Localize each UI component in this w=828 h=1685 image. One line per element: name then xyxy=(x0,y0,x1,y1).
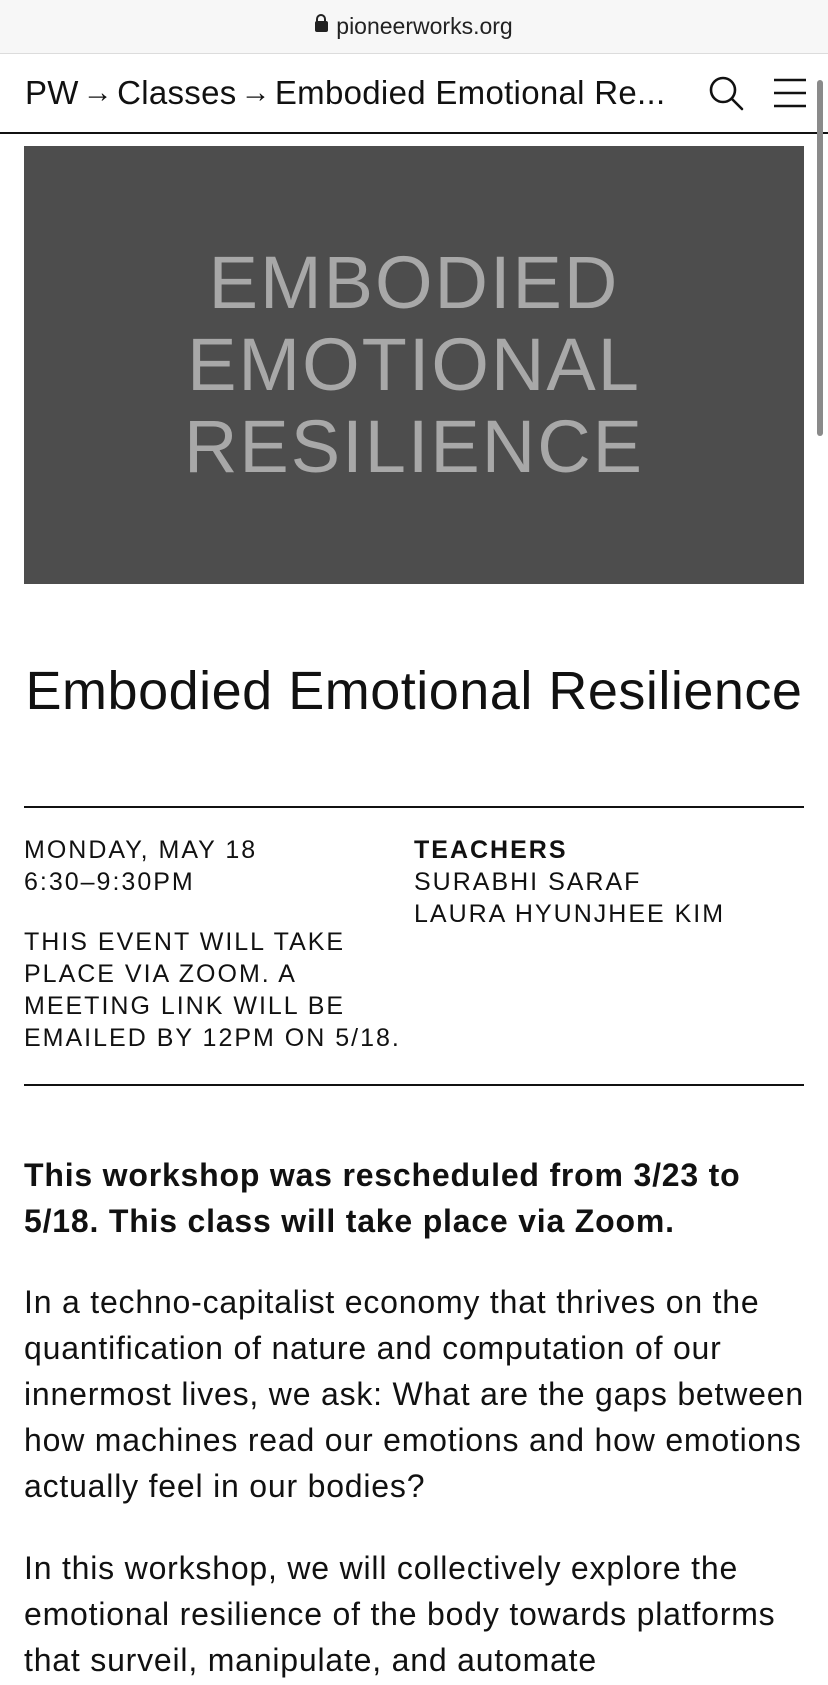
teacher-name[interactable]: SURABHI SARAF xyxy=(414,868,642,896)
hero-text-line: RESILIENCE xyxy=(183,405,645,488)
breadcrumb-current: Embodied Emotional Re... xyxy=(274,74,666,111)
url-display[interactable] xyxy=(315,13,512,40)
site-header xyxy=(0,54,828,134)
divider xyxy=(24,1084,804,1086)
hero-text-line: EMBODIED xyxy=(208,241,620,324)
breadcrumb xyxy=(25,54,665,132)
description-paragraph: In this workshop, we will collectively explore the emotional resilience of the body towards platforms that surveil, manipulate, and automate xyxy=(24,1550,776,1678)
reschedule-notice: This workshop was rescheduled from 3/23 to 5/18. This class will take place via Zoom. xyxy=(24,1157,741,1239)
scrollbar[interactable] xyxy=(817,80,823,436)
browser-address-bar[interactable] xyxy=(0,0,828,54)
description-paragraph: In a techno-capitalist economy that thrives on the quantification of nature and computation of our innermost lives, we ask: What are the gaps between how machines read our emotions and how emotions actually feel in our bodies? xyxy=(24,1284,804,1504)
event-details xyxy=(24,834,404,1054)
hero-text-line: EMOTIONAL xyxy=(187,323,641,406)
teacher-name[interactable]: LAURA HYUNJHEE KIM xyxy=(414,900,726,928)
teachers-heading: TEACHERS xyxy=(414,836,568,864)
lock-icon xyxy=(315,21,327,37)
location-note-line: EMAILED BY 12PM ON 5/18. xyxy=(24,1024,401,1052)
divider xyxy=(24,806,804,808)
location-note-line: THIS EVENT WILL TAKE xyxy=(24,928,346,956)
hero-image xyxy=(24,146,804,584)
breadcrumb-pw[interactable]: PW xyxy=(25,74,79,111)
arrow-right-icon: → xyxy=(82,76,114,109)
event-time: 6:30–9:30PM xyxy=(24,868,195,896)
url-text: pioneerworks.org xyxy=(336,13,513,39)
location-note-line: PLACE VIA ZOOM. A xyxy=(24,960,297,988)
page-title: Embodied Emotional Resilience xyxy=(25,661,803,721)
menu-icon[interactable] xyxy=(771,74,809,112)
teachers-section xyxy=(414,834,804,930)
location-note-line: MEETING LINK WILL BE xyxy=(24,992,346,1020)
arrow-right-icon: → xyxy=(240,76,271,109)
breadcrumb-classes[interactable]: Classes xyxy=(117,74,237,111)
event-date: MONDAY, MAY 18 xyxy=(24,836,258,864)
search-icon[interactable] xyxy=(707,74,745,112)
